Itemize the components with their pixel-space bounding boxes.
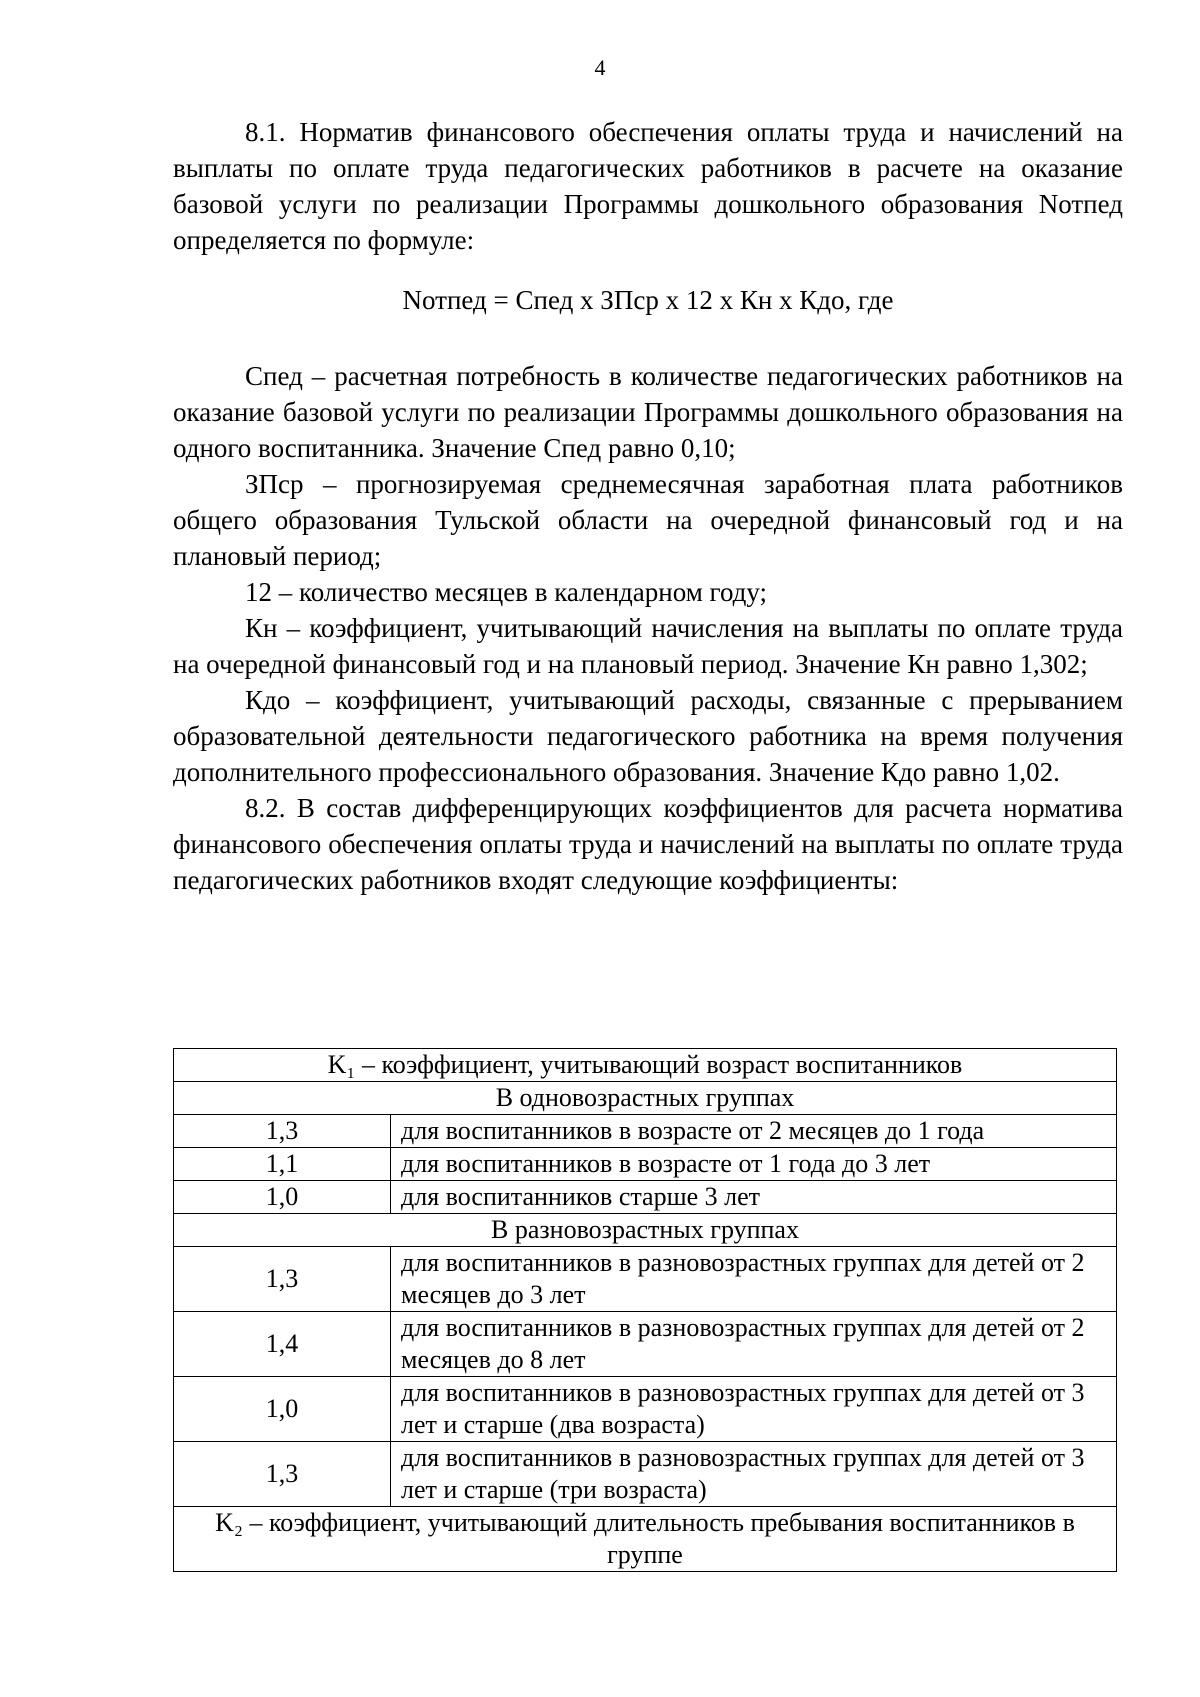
definition-zpsr: ЗПср – прогнозируемая среднемесячная заработная плата работников общего образования Тульской области на очередной финансовый год и на плановый период; [173, 469, 1123, 571]
coef-description: для воспитанников старше 3 лет [391, 1181, 1117, 1214]
formula: Nотпед = Спед х ЗПср х 12 х Кн х Кдо, где [402, 285, 894, 315]
coef-value: 1,0 [174, 1377, 391, 1442]
table-row [174, 1082, 1117, 1115]
table-row [174, 1247, 1117, 1312]
coef-description: для воспитанников в разновозрастных группах для детей от 2 месяцев до 8 лет [391, 1312, 1117, 1377]
k2-title: K₂ – коэффициент, учитывающий длительность пребывания воспитанников в группе [174, 1507, 1117, 1572]
coef-description: для воспитанников в возрасте от 1 года до 3 лет [391, 1148, 1117, 1181]
document-body [173, 114, 1123, 898]
mixed-age-header: В разновозрастных группах [174, 1214, 1117, 1247]
coef-description: для воспитанников в разновозрастных группах для детей от 2 месяцев до 3 лет [391, 1247, 1117, 1312]
table-row [174, 1377, 1117, 1442]
table-row [174, 1214, 1117, 1247]
table-row [174, 1312, 1117, 1377]
page-number: 4 [594, 55, 606, 80]
k1-title: K₁ – коэффициент, учитывающий возраст воспитанников [174, 1049, 1117, 1082]
coef-value: 1,3 [174, 1115, 391, 1148]
definition-12: 12 – количество месяцев в календарном году; [245, 577, 768, 607]
paragraph-8-2: 8.2. В состав дифференцирующих коэффициентов для расчета норматива финансового обеспечения оплаты труда и начислений на выплаты по оплате труда педагогических работников входят следующие коэффициенты: [173, 793, 1123, 895]
table-row [174, 1442, 1117, 1507]
coef-description: для воспитанников в разновозрастных группах для детей от 3 лет и старше (три возраста) [391, 1442, 1117, 1507]
coef-description: для воспитанников в разновозрастных группах для детей от 3 лет и старше (два возраста) [391, 1377, 1117, 1442]
definition-kn: Кн – коэффициент, учитывающий начисления на выплаты по оплате труда на очередной финансовый год и на плановый период. Значение Кн равно 1,302; [173, 613, 1123, 679]
table-row [174, 1115, 1117, 1148]
definition-kdo: Кдо – коэффициент, учитывающий расходы, связанные с прерыванием образовательной деятельности педагогического работника на время получения дополнительного профессионального образования. Значение Кдо равно 1,02. [173, 685, 1123, 787]
paragraph-8-1: 8.1. Норматив финансового обеспечения оплаты труда и начислений на выплаты по оплате труда педагогических работников в расчете на оказание базовой услуги по реализации Программы дошкольного образования Nотпед определяется по формуле: [173, 117, 1123, 255]
coefficients-table [173, 1048, 1117, 1572]
same-age-header: В одновозрастных группах [174, 1082, 1117, 1115]
coef-description: для воспитанников в возрасте от 2 месяцев до 1 года [391, 1115, 1117, 1148]
coef-value: 1,0 [174, 1181, 391, 1214]
definition-sped: Спед – расчетная потребность в количестве педагогических работников на оказание базовой услуги по реализации Программы дошкольного образования на одного воспитанника. Значение Спед равно 0,10; [173, 361, 1123, 463]
coef-value: 1,3 [174, 1247, 391, 1312]
coef-value: 1,3 [174, 1442, 391, 1507]
table-row [174, 1148, 1117, 1181]
table-row [174, 1507, 1117, 1572]
table-row [174, 1181, 1117, 1214]
coef-value: 1,1 [174, 1148, 391, 1181]
coef-value: 1,4 [174, 1312, 391, 1377]
table-row [174, 1049, 1117, 1082]
